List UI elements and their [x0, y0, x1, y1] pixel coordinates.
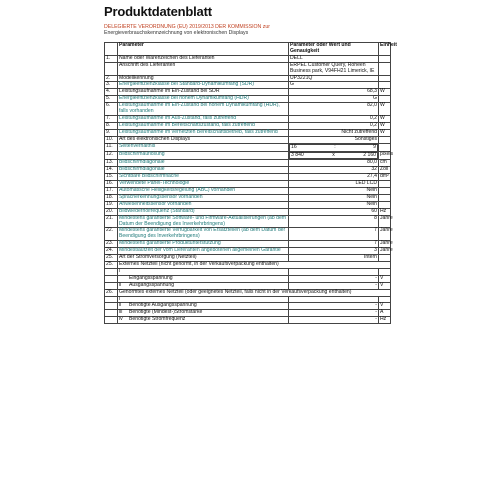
row-value: 7: [289, 228, 379, 241]
row-unit: [379, 75, 391, 82]
product-data-table: [104, 42, 397, 324]
row-parameter: Verwendete Panel-Technologie: [118, 181, 289, 188]
row-parameter: Name oder Warenzeichen des Lieferanten: [118, 55, 289, 62]
psu-sub-index: ii: [119, 281, 122, 288]
row-unit: Jahre: [379, 215, 391, 228]
row-value: [289, 144, 378, 152]
row-parameter: Leistungsaufnahme im vernetzten Bereitschaftsbetrieb, falls zutreffend: [118, 129, 289, 136]
row-unit: W: [379, 122, 391, 129]
row-parameter: Leistungsaufnahme im Bereitschaftszustand, falls zutreffend: [118, 122, 289, 129]
row-value: 8: [289, 215, 379, 228]
row-parameter: Sichtbare Bildschirmfläche: [118, 174, 289, 181]
row-parameter: Modellkennung: [118, 75, 289, 82]
row-number: 1.: [105, 55, 118, 62]
row-value: 0,2: [289, 115, 379, 122]
psu-sub-value: -: [289, 317, 379, 324]
row-number: 7.: [105, 115, 118, 122]
row-unit: [379, 194, 391, 201]
row-value: Sonstiges: [289, 136, 379, 143]
row-unit: pixels: [379, 152, 391, 160]
row-parameter: Mindestlaufzeit der vom Lieferanten angebotenen allgemeinen Garantie: [118, 248, 289, 255]
row-number: 19.: [105, 201, 118, 208]
row-parameter: Leistungsaufnahme im Aus-Zustand, falls zutreffend: [118, 115, 289, 122]
psu-title: Externes Netzteil (nicht genormt, in der Verkaufsverpackung enthalten): [118, 262, 391, 269]
value-part: 3 840: [291, 151, 304, 158]
row-parameter: Leistungsaufnahme im Ein-Zustand bei hohem Dynamikumfang (HDR), falls vorhanden: [118, 103, 289, 116]
value-part: 2 160: [363, 151, 376, 158]
row-unit: Jahre: [380, 240, 393, 247]
psu-section-row: [105, 289, 391, 296]
page-title: Produktdatenblatt: [104, 4, 212, 19]
row-number: 15.: [105, 174, 118, 181]
header-value: Parameter oder Wert und Genauigkeit: [289, 43, 379, 56]
row-number: 12.: [105, 152, 118, 160]
row-value: Nein: [289, 188, 379, 195]
psu-sub-index: i: [119, 295, 121, 302]
row-number: 2.: [105, 75, 118, 82]
psu-empty-cell: [105, 268, 118, 275]
row-number: 17.: [105, 188, 118, 195]
row-parameter: Bildschirmdiagonale: [118, 167, 289, 174]
row-unit: W: [379, 115, 391, 122]
row-parameter: Art der Stromversorgung (Netzteil): [118, 255, 289, 262]
psu-sub-value: -: [289, 310, 379, 317]
row-value: G: [289, 96, 379, 103]
row-unit: [379, 181, 391, 188]
psu-sub-text: Benötigte Ausgangsspannung: [129, 302, 197, 309]
row-value: 27,4: [289, 174, 379, 181]
row-number: 9.: [105, 129, 118, 136]
row-unit: [379, 188, 391, 195]
row-number: 11.: [105, 143, 118, 151]
row-value: Nicht zutreffend: [289, 129, 379, 136]
row-parameter: Energieeffizienzklasse bei Standard-Dynamikumfang (SDR): [118, 82, 289, 89]
value-part: :: [334, 143, 336, 150]
row-number: 22.: [105, 228, 118, 241]
row-unit: dm²: [380, 173, 389, 180]
psu-sub-value: -: [289, 275, 379, 282]
row-number: 10.: [105, 136, 118, 143]
row-value: DELL: [289, 55, 379, 62]
row-parameter: Automatische Helligkeitsregelung (ABC) vorhanden: [118, 188, 289, 195]
row-value: 7: [289, 241, 379, 248]
table-row: [105, 103, 391, 116]
row-unit: W: [379, 103, 391, 116]
row-parameter: Anwesenheitssensor vorhanden: [118, 201, 289, 208]
row-value: Nein: [289, 201, 379, 208]
psu-number: 25.: [105, 262, 118, 269]
row-number: [105, 62, 118, 75]
row-number: 24.: [105, 248, 118, 255]
row-parameter: Mindestens garantierte Verfügbarkeit von Ersatzteilen (ab dem Datum der Beendigung des Inverkehrbringens): [118, 228, 289, 241]
row-parameter: Bildwiederholfrequenz (Standard): [118, 208, 289, 215]
psu-sub-text: Eingangsspannung: [129, 274, 173, 281]
psu-sub-unit: V: [379, 275, 391, 282]
psu-sub-unit: A: [379, 310, 391, 317]
table-row: [105, 215, 391, 228]
row-unit: [379, 55, 391, 62]
row-number: 5.: [105, 96, 118, 103]
psu-empty-cell: [105, 317, 118, 324]
row-value: UP3221Q: [289, 75, 379, 82]
row-number: 20.: [105, 208, 118, 215]
psu-sub-unit: V: [379, 303, 391, 310]
header-parameter: Parameter: [118, 43, 289, 56]
psu-sub-unit: V: [379, 282, 391, 289]
row-number: 16.: [105, 181, 118, 188]
product-data-sheet: [104, 4, 397, 476]
row-value: 80,0: [289, 160, 379, 167]
regulation-subtitle: [104, 24, 334, 37]
table-row: [105, 62, 391, 75]
row-value: Nein: [289, 194, 379, 201]
row-value: 60: [289, 208, 379, 215]
row-unit: cm: [379, 160, 391, 167]
table-header-row: [105, 43, 391, 56]
psu-sub-value: -: [289, 282, 379, 289]
row-unit: [379, 255, 391, 262]
row-unit: Jahre: [380, 247, 393, 254]
row-unit: Jahre: [379, 228, 391, 241]
psu-sub-index: i: [119, 267, 121, 274]
header-number-cell: [105, 43, 118, 56]
row-number: 14.: [105, 167, 118, 174]
row-parameter: Mindestens garantierte Produktunterstützung: [118, 241, 289, 248]
row-parameter: Anschrift des Lieferanten: [118, 62, 289, 75]
psu-sub-text: Benötigte (Mindest-)Stromstärke: [129, 309, 203, 316]
row-number: 8.: [105, 122, 118, 129]
row-value: LED LCD: [289, 181, 379, 188]
psu-sub-index: iv: [119, 316, 123, 323]
psu-empty-cell: [105, 303, 118, 310]
psu-sub-row: [105, 317, 391, 324]
row-parameter: Energieeffizienzklasse bei hohem Dynamikumfang (HDR): [118, 96, 289, 103]
psu-sub-unit: Hz: [379, 317, 391, 324]
subtitle-line-1: DELEGIERTE VERORDNUNG (EU) 2019/2013 DER KOMMISSION zur: [104, 24, 270, 30]
row-unit: [379, 62, 391, 75]
table-row: [105, 228, 391, 241]
row-number: 23.: [105, 241, 118, 248]
psu-sub-text: Benötigte Stromfrequenz: [129, 316, 186, 323]
psu-empty-cell: [105, 275, 118, 282]
value-part: 16: [291, 143, 297, 150]
row-parameter: Bildschirmauflösung: [118, 152, 289, 160]
row-parameter: Seitenverhältnis: [118, 143, 289, 151]
header-unit: Einheit: [379, 43, 391, 56]
row-value: Intern: [289, 255, 379, 262]
row-parameter: Bildschirmdiagonale: [118, 160, 289, 167]
row-value: [289, 152, 378, 160]
row-value: 68,3: [289, 89, 379, 96]
row-number: 4.: [105, 89, 118, 96]
row-parameter: Spracherkennungssensor vorhanden: [118, 194, 289, 201]
psu-sub-value: [289, 268, 379, 275]
psu-sub-label: [118, 317, 289, 324]
psu-sub-index: iii: [119, 309, 123, 316]
row-unit: Hz: [379, 208, 391, 215]
psu-section-row: [105, 262, 391, 269]
row-number: 18.: [105, 194, 118, 201]
row-value: 32: [289, 167, 379, 174]
row-value: G: [289, 82, 379, 89]
row-number: 25.: [105, 255, 118, 262]
row-parameter: Leistungsaufnahme im Ein-Zustand bei SDR: [118, 89, 289, 96]
row-parameter: Art des elektronischen Displays: [118, 136, 289, 143]
psu-sub-index: ii: [119, 302, 122, 309]
row-number: 6.: [105, 103, 118, 116]
row-number: 3.: [105, 82, 118, 89]
row-value: 3: [289, 248, 379, 255]
row-value: ERPEL Customer Query, Roheen Business park, V94FH21 Limerick, IE: [289, 62, 379, 75]
row-number: 21.: [105, 215, 118, 228]
value-part: 9: [373, 143, 376, 150]
psu-title: Genormtes externes Netzteil (oder geeignetes Netzteil, falls nicht in der Verkaufsverpackung enthalten): [118, 289, 391, 296]
row-unit: W: [379, 129, 391, 136]
row-parameter: Mindestens garantierte Software- und Firmware-Aktualisierungen (ab dem Datum der Beendigung des Inverkehrbringens): [118, 215, 289, 228]
psu-number: 26.: [105, 289, 118, 296]
row-value: 0,2: [289, 122, 379, 129]
psu-sub-value: [289, 296, 379, 303]
subtitle-line-2: Energieverbrauchskennzeichnung von elektronischen Displays: [104, 30, 249, 37]
psu-empty-cell: [105, 296, 118, 303]
row-unit: [379, 136, 391, 143]
psu-empty-cell: [105, 310, 118, 317]
psu-sub-value: -: [289, 303, 379, 310]
row-unit: Zoll: [379, 167, 391, 174]
row-unit: W: [379, 89, 391, 96]
value-part: x: [332, 151, 335, 158]
row-value: 82,0: [289, 103, 379, 116]
psu-sub-text: Ausgangsspannung: [129, 281, 175, 288]
row-number: 13.: [105, 160, 118, 167]
